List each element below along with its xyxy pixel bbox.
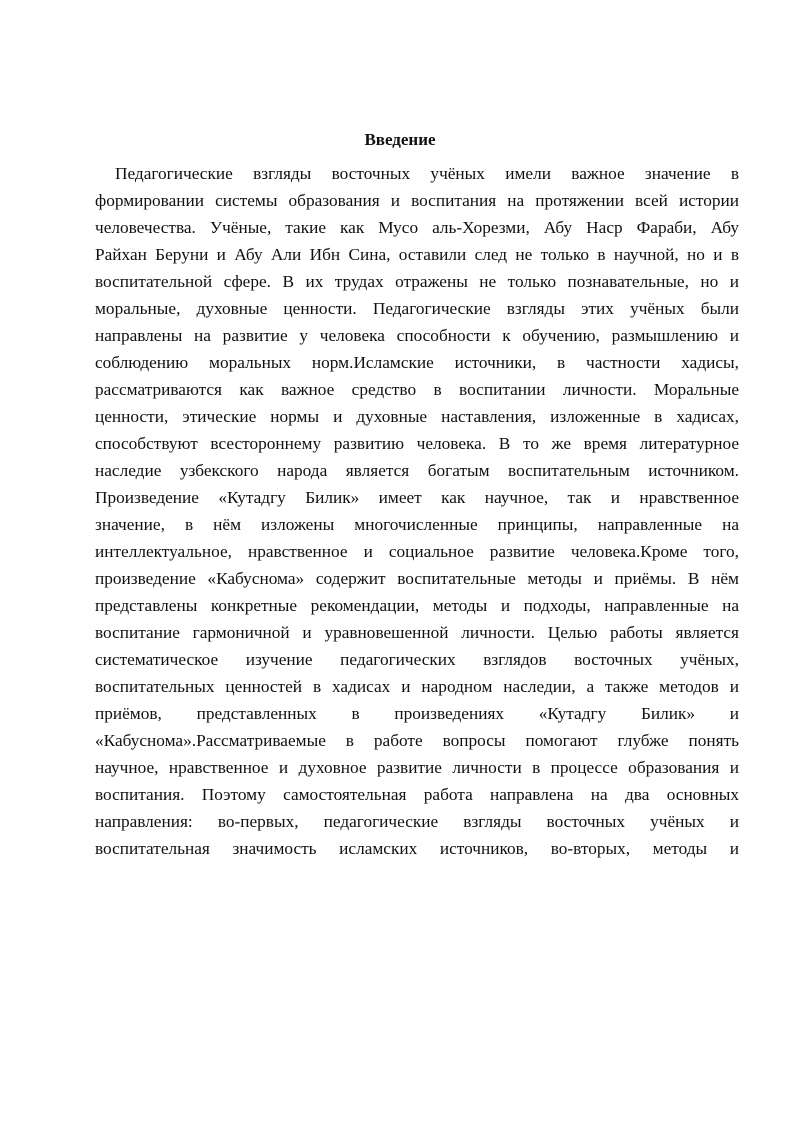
- text-line: Райхан Беруни и Абу Али Ибн Сина, оставили след не только в научной, но и в: [95, 245, 739, 264]
- text-line: представлены конкретные рекомендации, методы и подходы, направленные на: [95, 596, 739, 615]
- text-line: «Кабуснома».Рассматриваемые в работе вопросы помогают глубже понять: [95, 731, 739, 750]
- text-line: Педагогические взгляды восточных учёных имели важное значение в: [115, 164, 739, 183]
- text-line: Произведение «Кутадгу Билик» имеет как научное, так и нравственное: [95, 488, 739, 507]
- text-line: формировании системы образования и воспитания на протяжении всей истории: [95, 191, 739, 210]
- text-line: интеллектуальное, нравственное и социальное развитие человека.Кроме того,: [95, 542, 739, 561]
- intro-paragraph: [95, 160, 739, 862]
- text-line: направления: во-первых, педагогические взгляды восточных учёных и: [95, 812, 739, 831]
- text-line: воспитательных ценностей в хадисах и народном наследии, а также методов и: [95, 677, 739, 696]
- text-line: человечества. Учёные, такие как Мусо аль-Хорезми, Абу Наср Фараби, Абу: [95, 218, 739, 237]
- text-line: способствуют всестороннему развитию человека. В то же время литературное: [95, 434, 739, 453]
- text-line: направлены на развитие у человека способности к обучению, размышлению и: [95, 326, 739, 345]
- text-line: научное, нравственное и духовное развитие личности в процессе образования и: [95, 758, 739, 777]
- text-line: систематическое изучение педагогических взглядов восточных учёных,: [95, 650, 739, 669]
- section-heading: Введение: [364, 130, 436, 149]
- text-line: воспитательной сфере. В их трудах отражены не только познавательные, но и: [95, 272, 739, 291]
- text-line: значение, в нём изложены многочисленные принципы, направленные на: [95, 515, 739, 534]
- text-line: рассматриваются как важное средство в воспитании личности. Моральные: [95, 380, 739, 399]
- text-line: моральные, духовные ценности. Педагогические взгляды этих учёных были: [95, 299, 739, 318]
- text-line: наследие узбекского народа является богатым воспитательным источником.: [95, 461, 739, 480]
- text-line: воспитание гармоничной и уравновешенной личности. Целью работы является: [95, 623, 739, 642]
- text-line: соблюдению моральных норм.Исламские источники, в частности хадисы,: [95, 353, 739, 372]
- text-line: произведение «Кабуснома» содержит воспитательные методы и приёмы. В нём: [95, 569, 739, 588]
- text-line: воспитательная значимость исламских источников, во-вторых, методы и: [95, 839, 739, 858]
- text-line: ценности, этические нормы и духовные наставления, изложенные в хадисах,: [95, 407, 739, 426]
- text-line: воспитания. Поэтому самостоятельная работа направлена на два основных: [95, 785, 739, 804]
- text-line: приёмов, представленных в произведениях «Кутадгу Билик» и: [95, 704, 739, 723]
